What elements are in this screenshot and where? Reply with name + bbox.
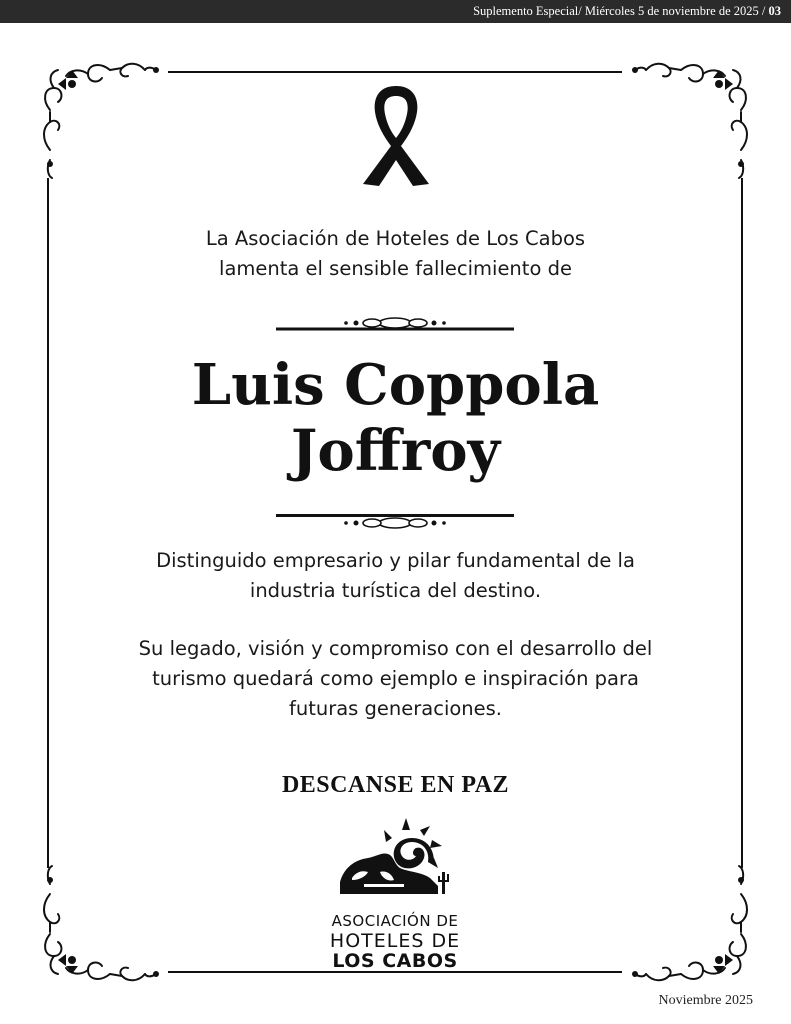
deceased-name: [60, 352, 731, 484]
intro-line-1: La Asociación de Hoteles de Los Cabos: [205, 227, 586, 250]
page-number: 03: [768, 4, 781, 18]
ornament-divider-bottom: [276, 508, 514, 530]
name-line-1: Luis Coppola: [191, 352, 600, 418]
description-line-1: Distinguido empresario y pilar fundamental de la: [156, 549, 635, 572]
intro-line-2: lamenta el sensible fallecimiento de: [219, 257, 572, 280]
legacy-text: [70, 634, 721, 724]
association-logo: [320, 812, 470, 972]
rest-in-peace-heading: DESCANSE EN PAZ: [281, 772, 510, 798]
legacy-line-1: Su legado, visión y compromiso con el desarrollo del: [138, 637, 653, 660]
intro-text: [100, 224, 691, 284]
legacy-line-3: futuras generaciones.: [288, 697, 503, 720]
logo-line-3: LOS CABOS: [332, 950, 458, 972]
ornament-divider-top: [276, 317, 514, 339]
description-line-2: industria turística del destino.: [249, 579, 542, 602]
logo-line-2: HOTELES DE: [329, 930, 461, 952]
sun-cactus-landscape-icon: [334, 812, 454, 912]
description-text: [70, 546, 721, 606]
legacy-line-2: turismo quedará como ejemplo e inspiración para: [152, 667, 639, 690]
mourning-ribbon-icon: [355, 82, 437, 188]
name-line-2: Joffroy: [290, 418, 501, 484]
footer-date: Noviembre 2025: [658, 993, 753, 1008]
supplement-date: Suplemento Especial/ Miércoles 5 de noviembre de 2025 /: [473, 4, 766, 18]
logo-line-1: ASOCIACIÓN DE: [331, 912, 459, 930]
